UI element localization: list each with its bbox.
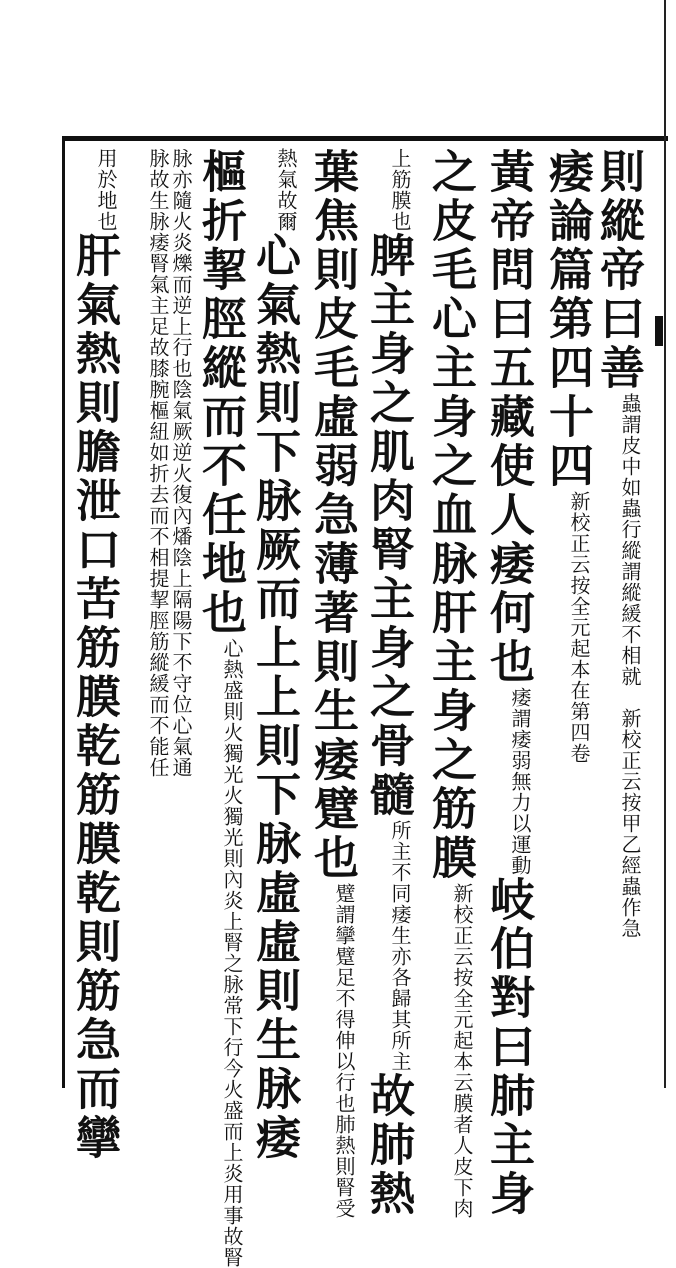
- commentary-note: [508, 687, 532, 876]
- commentary-note: [567, 491, 591, 764]
- note-left: 膜也: [388, 190, 412, 232]
- text-column-7: [248, 148, 301, 1163]
- commentary-note: [618, 393, 642, 939]
- note-left: 以行也肺熱則腎受: [332, 1051, 356, 1219]
- main-text: 心氣熱則下脉厥而上上則下脉虛虛則生脉痿: [248, 232, 301, 1163]
- text-column-3: [482, 148, 535, 1219]
- frame-left-border: [62, 136, 65, 1088]
- main-text: 岐伯對曰肺主身: [482, 876, 535, 1219]
- note-right: 新校正云按全元: [567, 491, 591, 638]
- note-left: 亦各歸其所主: [388, 946, 412, 1072]
- main-text: 葉焦則皮毛虛弱急薄著則生痿躄也: [306, 148, 359, 883]
- main-text: 肝氣熱則膽泄口苦筋膜乾筋膜乾則筋急而攣: [68, 232, 121, 1163]
- note-right: 用於: [94, 148, 118, 190]
- text-column-8: [194, 148, 247, 1268]
- note-right: 新校正云按全元起: [450, 883, 474, 1051]
- commentary-note: [388, 148, 412, 232]
- commentary-note: [274, 148, 298, 232]
- text-column-4: [424, 148, 477, 1219]
- note-right: 心熱盛則火獨光火獨光則內炎上腎: [220, 638, 244, 953]
- note-right: 躄謂攣躄足不得伸: [332, 883, 356, 1051]
- text-column-2: [541, 148, 594, 764]
- note-left: 故爾: [274, 190, 298, 232]
- text-column-10: [68, 148, 121, 1163]
- note-left: 脉故生脉痿腎氣主足故膝腕樞紐如折去而不相提挈脛筋縱緩而不能任: [146, 148, 170, 778]
- main-text: 之皮毛心主身之血脉肝主身之筋膜: [424, 148, 477, 883]
- note-right: 熱氣: [274, 148, 298, 190]
- commentary-note: [94, 148, 118, 232]
- note-left: 本云膜者人皮下肉: [450, 1051, 474, 1219]
- note-left: 力以運動: [508, 792, 532, 876]
- fold-mark: [655, 316, 663, 346]
- note-right: 上筋: [388, 148, 412, 190]
- commentary-note: [388, 820, 412, 1072]
- note-right: 蟲謂皮中如蟲行縱謂縱緩不相: [618, 393, 642, 666]
- note-left: 地也: [94, 190, 118, 232]
- main-text: 黃帝問曰五藏使人痿何也: [482, 148, 535, 687]
- main-text: 故肺熱: [362, 1072, 415, 1219]
- note-right: 所主不同痿生: [388, 820, 412, 946]
- commentary-note: [332, 883, 356, 1219]
- text-column-5: [362, 148, 415, 1219]
- main-text: 樞折挈脛縱而不任地也: [194, 148, 247, 638]
- note-right: 脉亦隨火炎爍而逆上行也陰氣厥逆火復內燔陰上隔陽下不守位心氣通: [169, 148, 193, 778]
- note-left: 之脉常下行今火盛而上炎用事故腎: [220, 953, 244, 1268]
- note-left: 起本在第四卷: [567, 638, 591, 764]
- commentary-note: [450, 883, 474, 1219]
- chapter-title: 痿論篇第四十四: [541, 148, 594, 491]
- main-text: 則縱帝曰善: [592, 148, 645, 393]
- frame-top-border: [62, 136, 668, 141]
- text-column-6: [306, 148, 359, 1219]
- text-column-9: [146, 148, 192, 1078]
- page-right-edge: [664, 0, 666, 1088]
- note-left: 就 新校正云按甲乙經蟲作急: [618, 666, 642, 939]
- note-right: 痿謂痿弱無: [508, 687, 532, 792]
- commentary-note: [220, 638, 244, 1268]
- text-column-1: [592, 148, 645, 939]
- main-text: 脾主身之肌肉腎主身之骨髓: [362, 232, 415, 820]
